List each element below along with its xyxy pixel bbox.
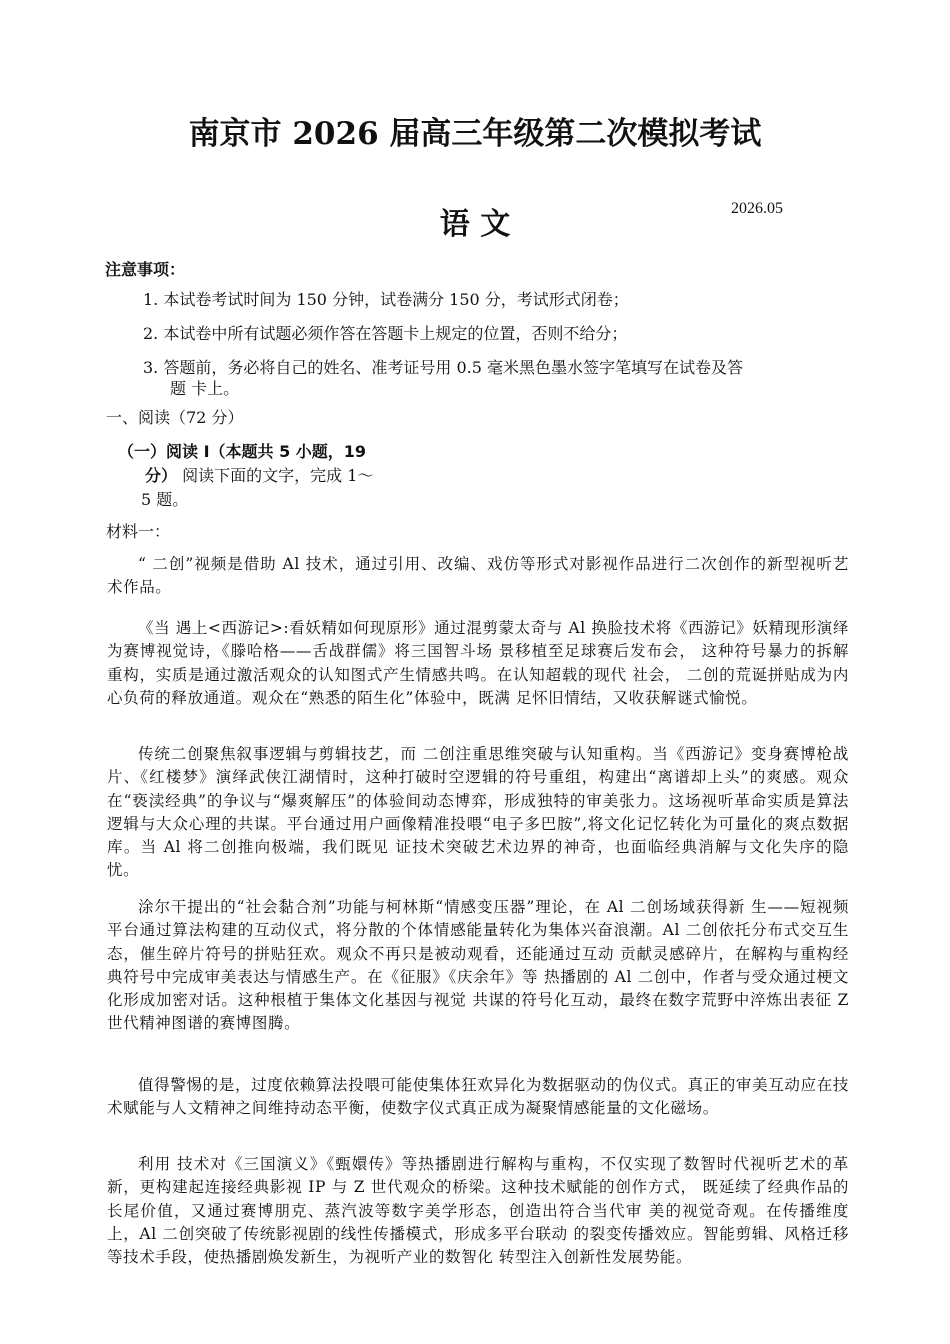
paragraph-2 <box>107 617 849 710</box>
paragraph-3 <box>107 743 849 883</box>
notice-item-1: 1. 本试卷考试时间为 150 分钟，试卷满分 150 分，考试形式闭卷； <box>143 290 629 309</box>
subject-title: 语 文 <box>439 207 511 242</box>
paragraph-6 <box>107 1153 849 1269</box>
exam-date: 2026.05 <box>731 200 783 217</box>
notice-item-3 <box>143 357 843 399</box>
subsection-bold-1: （一）阅读 Ⅰ（本题共 5 小题，19 <box>118 442 367 461</box>
paragraph-5 <box>107 1074 849 1121</box>
exam-title: 南京市 2026 届高三年级第二次模拟考试 <box>188 116 762 152</box>
paragraph-text: 《当 遇上<西游记>:看妖精如何现原形》通过混剪蒙太奇与 Al 换脸技术将《西游记》妖精现形演绎为赛博视觉诗，《滕哈格——舌战群儒》将三国智斗场 景移植至足球赛后发布会， 这种符号暴力的拆解重构，实质是通过激活观众的认知图式产生情感共鸣。在认知超载的现代 社会， 二创的荒诞拼贴成为内心负荷的释放通道。观众在“熟悉的陌生化”体验中，既满 足怀旧情结，又收获解谜式愉悦。 <box>107 619 849 707</box>
paragraph-text: 值得警惕的是，过度依赖算法投喂可能使集体狂欢异化为数据驱动的伪仪式。真正的审美互动应在技术赋能与人文精神之间维持动态平衡，使数字仪式真正成为凝聚情感能量的文化磁场。 <box>107 1076 849 1118</box>
subsection-bold-2: 分） <box>145 466 178 485</box>
notice-item-3-line-2: 题 卡上。 <box>170 379 240 398</box>
paragraph-1 <box>107 553 849 600</box>
subsection-heading <box>118 440 418 512</box>
paragraph-text: “ 二创”视频是借助 Al 技术，通过引用、改编、戏仿等形式对影视作品进行二次创作的新型视听艺术作品。 <box>107 555 849 597</box>
section-title: 一、阅读（72 分） <box>106 408 244 427</box>
notice-item-3-line-1: 3. 答题前，务必将自己的姓名、准考证号用 0.5 毫米黑色墨水签字笔填写在试卷及答 <box>143 358 743 377</box>
paragraph-4 <box>107 896 849 1036</box>
material-label: 材料一： <box>106 522 171 541</box>
notice-heading: 注意事项： <box>105 260 186 279</box>
notice-item-2: 2. 本试卷中所有试题必须作答在答题卡上规定的位置，否则不给分； <box>143 324 628 343</box>
paragraph-text: 利用 技术对《三国演义》《甄嬛传》等热播剧进行解构与重构，不仅实现了数智时代视听艺术的革新，更构建起连接经典影视 IP 与 Z 世代观众的桥梁。这种技术赋能的创作方式， 既延续了经典作品的长尾价值，又通过赛博朋克、蒸汽波等数字美学形态，创造出符合当代审 美的视觉奇观。在传播维度上，Al 二创突破了传统影视剧的线性传播模式，形成多平台联动 的裂变传播效应。智能剪辑、风格迁移等技术手段，使热播剧焕发新生，为视听产业的数智化 转型注入创新性发展势能。 <box>107 1155 849 1267</box>
paragraph-text: 传统二创聚焦叙事逻辑与剪辑技艺，而 二创注重思维突破与认知重构。当《西游记》变身赛博枪战片、《红楼梦》演绎武侠江湖情时，这种打破时空逻辑的符号重组，构建出“离谱却上头”的爽感。观众在“亵渎经典”的争议与“爆爽解压”的体验间动态博弈，形成独特的审美张力。这场视听革命实质是算法逻辑与大众心理的共谋。平台通过用户画像精准投喂“电子多巴胺”,将文化记忆转化为可量化的爽点数据库。当 Al 将二创推向极端，我们既见 证技术突破艺术边界的神奇，也面临经典消解与文化失序的隐忧。 <box>107 745 849 880</box>
subsection-instruction-2: 5 题。 <box>141 490 189 509</box>
subsection-instruction-1: 阅读下面的文字，完成 1～ <box>182 466 374 485</box>
paragraph-text: 涂尔干提出的“社会黏合剂”功能与柯林斯“情感变压器”理论，在 Al 二创场域获得新 生——短视频平台通过算法构建的互动仪式，将分散的个体情感能量转化为集体兴奋浪潮。Al 二创依托分布式交互生态，催生碎片符号的拼贴狂欢。观众不再只是被动观看，还能通过互动 贡献灵感碎片，在解构与重构经典符号中完成审美表达与情感生产。在《征服》《庆余年》等 热播剧的 Al 二创中，作者与受众通过梗文化形成加密对话。这种根植于集体文化基因与视觉 共谋的符号化互动，最终在数字荒野中淬炼出表征 Z 世代精神图谱的赛博图腾。 <box>107 898 849 1033</box>
